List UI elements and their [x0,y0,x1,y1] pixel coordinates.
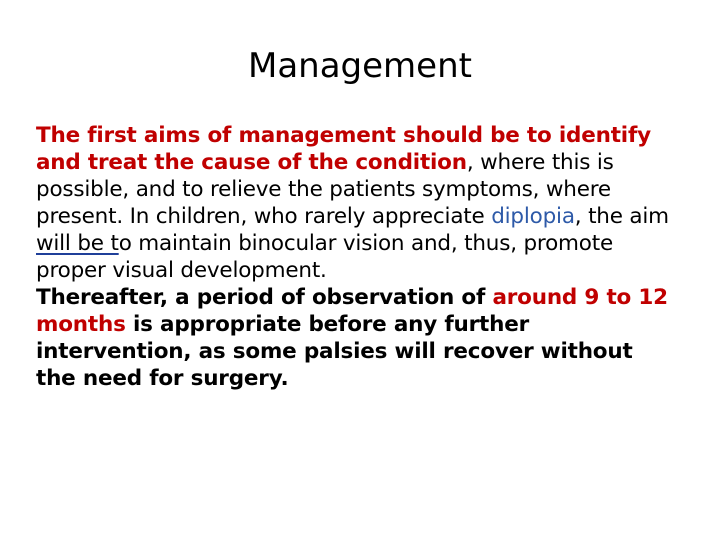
slide-title: Management [248,46,472,86]
aims-rest-text: where this is possible, and to relieve the patients symptoms, where present. In children, who rarely appreciate [36,150,614,229]
observation-period: around 9 to 12 months [36,285,668,337]
observation-start-text: Thereafter, a period of observation of [36,285,493,310]
diplopia-term: diplopia [491,204,575,229]
aims-lead-text: The first aims of management should be to identify and treat the cause of the condition [36,123,651,175]
aim-text: , the aim [574,204,669,229]
observation-end-text: is appropriate before any further intervention, as some palsies will recover without the need for surgery. [36,312,633,391]
underlined-phrase: will be t [36,231,119,256]
slide-body [36,122,676,392]
aims-comma: , [466,150,474,175]
paragraph-observation [36,284,676,392]
maintain-text: o maintain binocular vision and, thus, promote proper visual development. [36,231,613,283]
paragraph-aims [36,122,676,284]
